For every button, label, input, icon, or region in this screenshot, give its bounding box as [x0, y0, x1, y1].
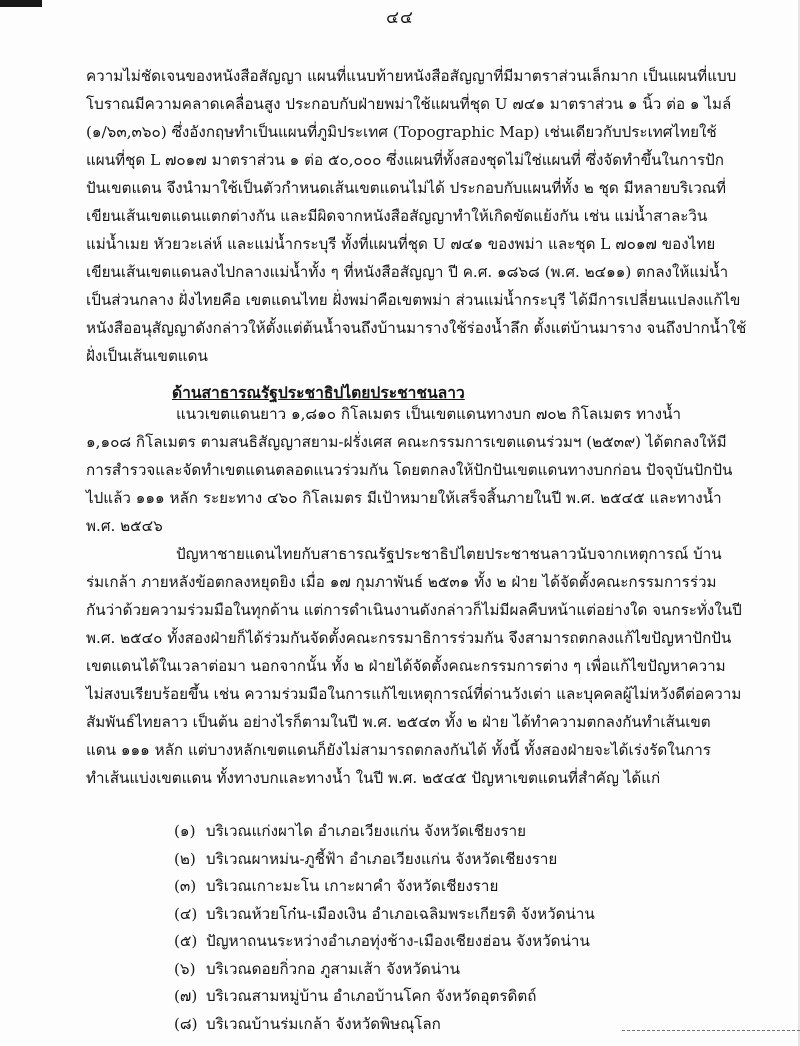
footer-divider [622, 1030, 800, 1031]
list-item [174, 1011, 595, 1039]
text-line: พ.ศ. ๒๕๔๐ ทั้งสองฝ่ายก็ได้ร่วมกันจัดตั้งคณะกรรมาธิการร่วมกัน จึงสามารถตกลงแก้ไขปัญหาปักปัน [86, 629, 732, 647]
list-item-text: บริเวณผาหม่น-ภูชี้ฟ้า อำเภอเวียงแก่น จังหวัดเชียงราย [206, 849, 558, 868]
border-issues-list [174, 818, 595, 1038]
paragraph-myanmar-border [86, 62, 747, 370]
list-item [174, 901, 595, 929]
list-item-text: บริเวณดอยกิ่วกอ ภูสามเส้า จังหวัดน่าน [206, 959, 461, 978]
text-line: ไม่สงบเรียบร้อยขึ้น เช่น ความร่วมมือในการแก้ไขเหตุการณ์ที่ด่านวังเต่า และบุคคลผู้ไม่หวังดีต่อความ [86, 685, 742, 703]
text-line: ปันเขตแดน จึงนำมาใช้เป็นตัวกำหนดเส้นเขตแดนไม่ได้ ประกอบกับแผนที่ทั้ง ๒ ชุด มีหลายบริเวณที่ [86, 179, 726, 197]
text-line: เป็นส่วนกลาง ฝั่งไทยคือ เขตแดนไทย ฝั่งพม่าคือเขตพม่า ส่วนแม่น้ำกระบุรี ได้มีการเปลี่ยนแปลงแก้ไข [86, 291, 741, 309]
list-item-number: (๘) [174, 1014, 198, 1033]
list-item-text: บริเวณแก่งผาได อำเภอเวียงแก่น จังหวัดเชียงราย [206, 822, 527, 840]
list-item-number: (๓) [174, 877, 197, 895]
text-line: แม่น้ำเมย หัวยวะเล่ห์ และแม่น้ำกระบุรี ทั้งที่แผนที่ชุด U ๗๔๑ ของพม่า และชุด L ๗๐๑๗ ของไทย [86, 235, 716, 253]
text-line: ไปแล้ว ๑๑๑ หลัก ระยะทาง ๔๖๐ กิโลเมตร มีเป้าหมายให้เสร็จสิ้นภายในปี พ.ศ. ๒๕๔๕ และทางน้ำ [86, 489, 722, 507]
list-item [174, 873, 595, 901]
list-item-number: (๔) [174, 904, 198, 923]
text-line: ความไม่ชัดเจนของหนังสือสัญญา แผนที่แนบท้ายหนังสือสัญญาที่มีมาตราส่วนเล็กมาก เป็นแผนที่แบบ [86, 67, 737, 85]
text-line: ทำเส้นแบ่งเขตแดน ทั้งทางบกและทางน้ำ ในปี พ.ศ. ๒๕๔๕ ปัญหาเขตแดนที่สำคัญ ได้แก่ [86, 769, 661, 787]
section-heading-laos: ด้านสาธารณรัฐประชาธิปไตยประชาชนลาว [172, 383, 465, 402]
list-item-number: (๖) [174, 959, 196, 978]
text-line: ๑,๑๐๘ กิโลเมตร ตามสนธิสัญญาสยาม-ฝรั่งเศส คณะกรรมการเขตแดนร่วมฯ (๒๕๓๙) ได้ตกลงให้มี [86, 433, 727, 451]
text-line: การสำรวจและจัดทำเขตแดนตลอดแนวร่วมกัน โดยตกลงให้ปักปันเขตแดนทางบกก่อน ปัจจุบันปักปัน [86, 461, 733, 479]
list-item-text: ปัญหาถนนระหว่างอำเภอทุ่งช้าง-เมืองเชียงฮ่อน จังหวัดน่าน [206, 932, 590, 950]
list-item [174, 846, 595, 874]
list-item-text: บริเวณสามหมู่บ้าน อำเภอบ้านโคก จังหวัดอุตรดิตถ์ [206, 987, 537, 1005]
text-line: เขียนเส้นเขตแดนลงไปกลางแม่น้ำทั้ง ๆ ที่หนังสือสัญญา ปี ค.ศ. ๑๘๖๘ (พ.ศ. ๒๔๑๑) ตกลงให้แม่น้ำ [86, 263, 729, 281]
text-line: พ.ศ. ๒๕๔๖ [86, 517, 163, 535]
paragraph-laos-boundary [86, 400, 733, 540]
list-item [174, 983, 595, 1011]
list-item [174, 956, 595, 984]
text-line: หนังสืออนุสัญญาดังกล่าวให้ตั้งแต่ต้นน้ำจนถึงบ้านมารางใช้ร่องน้ำลึก ตั้งแต่บ้านมาราง จนถึงปากน้ำใช้ [86, 319, 747, 337]
page-number: ๔๔ [386, 8, 414, 28]
text-line: ร่มเกล้า ภายหลังข้อตกลงหยุดยิง เมื่อ ๑๗ กุมภาพันธ์ ๒๕๓๑ ทั้ง ๒ ฝ่าย ได้จัดตั้งคณะกรรมการร่วม [86, 573, 717, 591]
text-line: แดน ๑๑๑ หลัก แต่บางหลักเขตแดนก็ยังไม่สามารถตกลงกันได้ ทั้งนี้ ทั้งสองฝ่ายจะได้เร่งรัดในการ [86, 741, 711, 759]
list-item-text: บริเวณเกาะมะโน เกาะผาคำ จังหวัดเชียงราย [206, 877, 499, 895]
text-line: ฝั่งเป็นเส้นเขตแดน [86, 347, 208, 365]
list-item-text: บริเวณบ้านร่มเกล้า จังหวัดพิษณุโลก [206, 1014, 441, 1033]
text-line: โบราณมีความคลาดเคลื่อนสูง ประกอบกับฝ่ายพม่าใช้แผนที่ชุด U ๗๔๑ มาตราส่วน ๑ นิ้ว ต่อ ๑ ไมล์ [86, 95, 732, 113]
text-line: แผนที่ชุด L ๗๐๑๗ มาตราส่วน ๑ ต่อ ๕๐,๐๐๐ ซึ่งแผนที่ทั้งสองชุดไม่ใช่แผนที่ ซึ่งจัดทำขึ้นในการปัก [86, 151, 724, 169]
list-item [174, 818, 595, 846]
list-item-text: บริเวณห้วยโก๋น-เมืองเงิน อำเภอเฉลิมพระเกียรติ จังหวัดน่าน [206, 904, 595, 923]
text-line: เขตแดนได้ในเวลาต่อมา นอกจากนั้น ทั้ง ๒ ฝ่ายได้จัดตั้งคณะกรรมการต่าง ๆ เพื่อแก้ไขปัญหาความ [86, 657, 726, 675]
text-line: เขียนเส้นเขตแดนแตกต่างกัน และมีผิดจากหนังสือสัญญาทำให้เกิดขัดแย้งกัน เช่น แม่น้ำสาละวิน [86, 207, 708, 225]
text-line: ปัญหาชายแดนไทยกับสาธารณรัฐประชาธิปไตยประชาชนลาวนับจากเหตุการณ์ บ้าน [176, 545, 722, 563]
paragraph-laos-problems [86, 540, 742, 792]
list-item-number: (๕) [174, 932, 198, 950]
list-item-number: (๒) [174, 849, 196, 868]
text-line: สัมพันธ์ไทยลาว เป็นต้น อย่างไรก็ตามในปี พ.ศ. ๒๕๔๓ ทั้ง ๒ ฝ่าย ได้ทำความตกลงกันทำเส้นเขต [86, 713, 711, 731]
text-line: (๑/๖๓,๓๖๐) ซึ่งอังกฤษทำเป็นแผนที่ภูมิประเทศ (Topographic Map) เช่นเดียวกับประเทศไทยใช้ [86, 123, 717, 141]
text-line: แนวเขตแดนยาว ๑,๘๑๐ กิโลเมตร เป็นเขตแดนทางบก ๗๐๒ กิโลเมตร ทางน้ำ [176, 405, 681, 423]
text-line: กันว่าด้วยความร่วมมือในทุกด้าน แต่การดำเนินงานดังกล่าวก็ไม่มีผลคืบหน้าแต่อย่างใด จนกระทั่งในปี [86, 601, 742, 619]
list-item [174, 928, 595, 956]
list-item-number: (๗) [174, 987, 198, 1005]
list-item-number: (๑) [174, 822, 196, 840]
